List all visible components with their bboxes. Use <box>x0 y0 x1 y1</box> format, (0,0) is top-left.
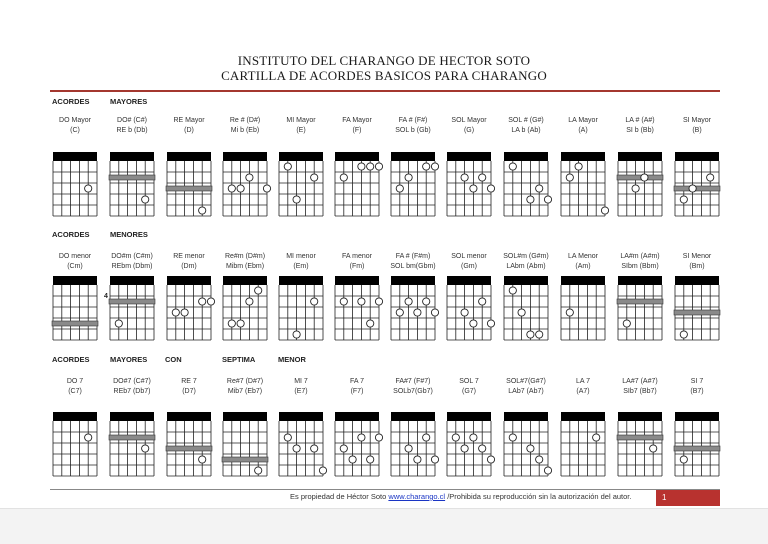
chord-name: FA Mayor <box>342 117 372 124</box>
chord-alt-name: (B) <box>692 127 702 134</box>
chord-diagram <box>45 274 105 342</box>
section-label: MENOR <box>278 355 306 364</box>
barre-bar <box>674 186 720 191</box>
finger-dot <box>431 309 438 316</box>
chord-name: LA Menor <box>568 253 598 260</box>
chord-diagram <box>215 150 275 218</box>
finger-dot <box>423 434 430 441</box>
viewer-bottom-strip <box>0 508 768 544</box>
chord-nut <box>223 276 267 285</box>
finger-dot <box>237 320 244 327</box>
chord-alt-name: (Bm) <box>689 263 705 270</box>
chord-diagram <box>271 410 331 478</box>
chord-alt-name: LAbm (Abm) <box>506 263 546 270</box>
chord-nut <box>618 276 662 285</box>
chord-diagram <box>271 150 331 218</box>
finger-dot <box>375 163 382 170</box>
chord-name: RE 7 <box>181 378 197 385</box>
finger-dot <box>680 331 687 338</box>
chord-name: FA # (F#) <box>398 117 428 124</box>
chord-diagram <box>667 410 727 478</box>
chord-diagram <box>327 150 387 218</box>
section-label: ACORDES <box>52 97 90 106</box>
chord-name: DO#7 (C#7) <box>113 378 151 385</box>
chord-diagram <box>215 410 275 478</box>
chord-nut <box>110 276 154 285</box>
chord-name: DO# (C#) <box>117 117 147 124</box>
finger-dot <box>566 174 573 181</box>
chord-alt-name: (A) <box>578 127 588 134</box>
finger-dot <box>527 445 534 452</box>
finger-dot <box>461 174 468 181</box>
chord-alt-name: (Gm) <box>461 263 477 270</box>
finger-dot <box>237 185 244 192</box>
chord-diagram <box>553 410 613 478</box>
chord-name: RE Mayor <box>173 117 205 124</box>
finger-dot <box>349 456 356 463</box>
footer-copyright <box>290 492 631 501</box>
chord-name: DO#m (C#m) <box>111 253 153 260</box>
chord-name: SI Menor <box>682 253 712 260</box>
finger-dot <box>340 298 347 305</box>
chord-diagram <box>102 274 162 342</box>
chord-alt-name: (F) <box>352 127 362 134</box>
chord-name: SOL Mayor <box>451 117 487 124</box>
section-label: ACORDES <box>52 230 90 239</box>
chord-name: SOL 7 <box>459 378 479 385</box>
finger-dot <box>284 163 291 170</box>
chord-name: RE menor <box>173 253 205 260</box>
chord-label <box>662 116 732 136</box>
chord-alt-name: Mi b (Eb) <box>230 127 260 134</box>
section-label: MAYORES <box>110 97 148 106</box>
chord-nut <box>53 276 97 285</box>
footer-divider <box>50 489 720 490</box>
title-divider <box>50 90 720 92</box>
chord-alt-name: (Em) <box>293 263 309 270</box>
chord-diagram <box>439 410 499 478</box>
chord-diagram <box>496 274 556 342</box>
barre-bar <box>109 175 155 180</box>
finger-dot <box>423 163 430 170</box>
chord-name: LA # (A#) <box>625 117 655 124</box>
finger-dot <box>358 298 365 305</box>
chord-nut <box>279 276 323 285</box>
barre-bar <box>674 310 720 315</box>
chord-nut <box>618 152 662 161</box>
chord-diagram <box>383 274 443 342</box>
chord-nut <box>167 412 211 421</box>
chord-name: Re#m (D#m) <box>224 253 266 260</box>
chord-diagram <box>327 410 387 478</box>
chord-diagram <box>610 274 670 342</box>
section-label: CON <box>165 355 182 364</box>
finger-dot <box>536 331 543 338</box>
finger-dot <box>461 445 468 452</box>
chord-nut <box>223 412 267 421</box>
chord-alt-name: REbm (Dbm) <box>111 263 153 270</box>
chord-nut <box>167 152 211 161</box>
barre-bar <box>617 175 663 180</box>
finger-dot <box>311 174 318 181</box>
chord-nut <box>618 412 662 421</box>
finger-dot <box>405 445 412 452</box>
chord-alt-name: SI b (Bb) <box>626 127 654 134</box>
chord-nut <box>335 412 379 421</box>
finger-dot <box>575 163 582 170</box>
chord-name: Re#7 (D#7) <box>226 378 264 385</box>
chord-diagram <box>610 410 670 478</box>
chord-diagram <box>383 150 443 218</box>
finger-dot <box>544 467 551 474</box>
finger-dot <box>340 445 347 452</box>
finger-dot <box>396 185 403 192</box>
chord-name: DO 7 <box>66 378 84 385</box>
fret-number: 4 <box>104 293 108 300</box>
finger-dot <box>509 434 516 441</box>
finger-dot <box>509 287 516 294</box>
finger-dot <box>228 185 235 192</box>
chord-diagram <box>159 410 219 478</box>
chord-name: LA#7 (A#7) <box>622 378 658 385</box>
chord-nut <box>53 412 97 421</box>
finger-dot <box>452 434 459 441</box>
chord-alt-name: (G7) <box>462 388 476 395</box>
chord-nut <box>279 412 323 421</box>
chord-alt-name: (B7) <box>690 388 704 395</box>
chord-diagram <box>271 274 331 342</box>
chord-nut <box>391 276 435 285</box>
finger-dot <box>181 309 188 316</box>
chord-name: SOL#m (G#m) <box>503 253 549 260</box>
chord-nut <box>561 276 605 285</box>
finger-dot <box>367 456 374 463</box>
chord-nut <box>447 276 491 285</box>
finger-dot <box>431 456 438 463</box>
chord-name: MI menor <box>286 253 316 260</box>
chord-name: SOL menor <box>451 253 487 260</box>
chord-label <box>662 377 732 397</box>
finger-dot <box>172 309 179 316</box>
chord-diagram <box>383 410 443 478</box>
chord-diagram <box>439 274 499 342</box>
chord-name: FA # (F#m) <box>395 253 431 260</box>
chord-alt-name: REb7 (Db7) <box>113 388 151 395</box>
finger-dot <box>311 298 318 305</box>
chord-nut <box>335 152 379 161</box>
chord-nut <box>504 412 548 421</box>
finger-dot <box>431 163 438 170</box>
finger-dot <box>423 298 430 305</box>
finger-dot <box>375 298 382 305</box>
chord-nut <box>391 152 435 161</box>
finger-dot <box>414 456 421 463</box>
finger-dot <box>527 331 534 338</box>
footer-suffix: /Prohibida su reproducción sin la autorización del autor. <box>445 492 632 501</box>
barre-bar <box>222 457 268 462</box>
chord-alt-name: LA b (Ab) <box>511 127 541 134</box>
chord-alt-name: (C) <box>70 127 80 134</box>
chord-nut <box>167 276 211 285</box>
chord-alt-name: (C7) <box>68 388 82 395</box>
chord-alt-name: SIbm (Bbm) <box>621 263 659 270</box>
chord-alt-name: (Fm) <box>349 263 365 270</box>
chord-name: MI 7 <box>294 378 308 385</box>
finger-dot <box>470 434 477 441</box>
chord-diagram <box>102 410 162 478</box>
chord-name: SI 7 <box>690 378 704 385</box>
finger-dot <box>311 445 318 452</box>
chord-alt-name: Mibm (Ebm) <box>225 263 265 270</box>
section-label: MENORES <box>110 230 148 239</box>
barre-bar <box>617 299 663 304</box>
finger-dot <box>367 163 374 170</box>
chord-nut <box>335 276 379 285</box>
chord-alt-name: (D7) <box>182 388 196 395</box>
chord-name: LA 7 <box>575 378 590 385</box>
chord-nut <box>223 152 267 161</box>
chord-label <box>662 252 732 272</box>
barre-bar <box>674 446 720 451</box>
finger-dot <box>293 331 300 338</box>
finger-dot <box>479 298 486 305</box>
page-number-badge: 1 <box>656 490 720 506</box>
finger-dot <box>689 185 696 192</box>
chord-name: LA#m (A#m) <box>620 253 660 260</box>
chord-diagram <box>553 274 613 342</box>
finger-dot <box>358 163 365 170</box>
chord-diagram <box>439 150 499 218</box>
chord-nut <box>504 276 548 285</box>
chord-nut <box>504 152 548 161</box>
finger-dot <box>263 185 270 192</box>
finger-dot <box>623 320 630 327</box>
finger-dot <box>367 320 374 327</box>
finger-dot <box>470 185 477 192</box>
chord-alt-name: (Dm) <box>181 263 197 270</box>
finger-dot <box>487 185 494 192</box>
finger-dot <box>536 456 543 463</box>
chord-alt-name: (Am) <box>575 263 591 270</box>
finger-dot <box>255 467 262 474</box>
finger-dot <box>199 456 206 463</box>
chord-nut <box>675 152 719 161</box>
chord-diagram <box>667 150 727 218</box>
page-subtitle: CARTILLA DE ACORDES BASICOS PARA CHARANGO <box>221 68 547 83</box>
chord-diagram <box>667 274 727 342</box>
barre-bar <box>109 435 155 440</box>
chord-nut <box>391 412 435 421</box>
chord-alt-name: SIb7 (Bb7) <box>623 388 657 395</box>
chord-alt-name: Mib7 (Eb7) <box>227 388 263 395</box>
finger-dot <box>601 207 608 214</box>
chord-diagram <box>496 410 556 478</box>
chord-diagram <box>553 150 613 218</box>
barre-bar <box>52 321 98 326</box>
chord-nut <box>53 152 97 161</box>
chord-alt-name: SOL b (Gb) <box>395 127 431 134</box>
finger-dot <box>518 309 525 316</box>
barre-bar <box>166 186 212 191</box>
finger-dot <box>487 320 494 327</box>
chord-alt-name: (A7) <box>576 388 590 395</box>
chord-alt-name: SOL bm(Gbm) <box>390 263 436 270</box>
footer-prefix: Es propiedad de Héctor Soto <box>290 492 389 501</box>
chord-nut <box>110 412 154 421</box>
finger-dot <box>707 174 714 181</box>
finger-dot <box>487 456 494 463</box>
finger-dot <box>246 298 253 305</box>
chord-name: SOL#7(G#7) <box>506 378 546 385</box>
finger-dot <box>199 207 206 214</box>
finger-dot <box>680 456 687 463</box>
finger-dot <box>255 287 262 294</box>
chord-alt-name: SOLb7(Gb7) <box>393 388 433 395</box>
finger-dot <box>593 434 600 441</box>
finger-dot <box>641 174 648 181</box>
chord-name: MI Mayor <box>286 117 316 124</box>
finger-dot <box>405 298 412 305</box>
chord-name: DO Mayor <box>59 117 91 124</box>
chord-diagram <box>159 274 219 342</box>
chord-name: FA#7 (F#7) <box>395 378 431 385</box>
chord-nut <box>675 276 719 285</box>
finger-dot <box>142 445 149 452</box>
finger-dot <box>470 320 477 327</box>
website-link[interactable]: www.charango.cl <box>388 492 446 501</box>
finger-dot <box>509 163 516 170</box>
page-title: INSTITUTO DEL CHARANGO DE HECTOR SOTO <box>237 53 531 68</box>
chord-alt-name: LAb7 (Ab7) <box>508 388 544 395</box>
chord-diagram <box>496 150 556 218</box>
finger-dot <box>228 320 235 327</box>
finger-dot <box>319 467 326 474</box>
finger-dot <box>284 434 291 441</box>
section-label: SEPTIMA <box>222 355 256 364</box>
finger-dot <box>536 185 543 192</box>
chord-nut <box>675 412 719 421</box>
chord-nut <box>447 152 491 161</box>
chord-alt-name: RE b (Db) <box>116 127 148 134</box>
finger-dot <box>479 445 486 452</box>
finger-dot <box>85 185 92 192</box>
chord-name: FA 7 <box>349 378 364 385</box>
chord-name: SI Mayor <box>682 117 711 124</box>
finger-dot <box>479 174 486 181</box>
chord-name: LA Mayor <box>568 117 598 124</box>
finger-dot <box>142 196 149 203</box>
finger-dot <box>293 196 300 203</box>
finger-dot <box>340 174 347 181</box>
finger-dot <box>396 309 403 316</box>
finger-dot <box>632 185 639 192</box>
chord-alt-name: (E) <box>296 127 306 134</box>
finger-dot <box>246 174 253 181</box>
chord-nut <box>561 152 605 161</box>
chord-nut <box>561 412 605 421</box>
finger-dot <box>527 196 534 203</box>
chord-diagram <box>45 150 105 218</box>
chord-diagram <box>327 274 387 342</box>
chord-alt-name: (G) <box>463 127 475 134</box>
finger-dot <box>566 309 573 316</box>
chord-alt-name: (F7) <box>350 388 364 395</box>
finger-dot <box>358 434 365 441</box>
finger-dot <box>680 196 687 203</box>
finger-dot <box>544 196 551 203</box>
finger-dot <box>650 445 657 452</box>
finger-dot <box>293 445 300 452</box>
chord-nut <box>110 152 154 161</box>
finger-dot <box>207 298 214 305</box>
finger-dot <box>375 434 382 441</box>
chord-name: DO menor <box>58 253 92 260</box>
chord-diagram <box>610 150 670 218</box>
chord-name: Re # (D#) <box>229 117 261 124</box>
finger-dot <box>85 434 92 441</box>
finger-dot <box>199 298 206 305</box>
chord-name: FA menor <box>342 253 372 260</box>
barre-bar <box>109 299 155 304</box>
finger-dot <box>461 309 468 316</box>
chord-alt-name: (D) <box>184 127 194 134</box>
chord-diagram <box>215 274 275 342</box>
chord-alt-name: (Cm) <box>67 263 83 270</box>
chord-name: SOL # (G#) <box>508 117 544 124</box>
barre-bar <box>166 446 212 451</box>
section-label: MAYORES <box>110 355 148 364</box>
barre-bar <box>617 435 663 440</box>
chord-nut <box>279 152 323 161</box>
chord-nut <box>447 412 491 421</box>
section-label: ACORDES <box>52 355 90 364</box>
chord-diagram <box>45 410 105 478</box>
chord-alt-name: (E7) <box>294 388 308 395</box>
chord-diagram <box>159 150 219 218</box>
finger-dot <box>405 174 412 181</box>
chord-diagram <box>102 150 162 218</box>
finger-dot <box>115 320 122 327</box>
finger-dot <box>414 309 421 316</box>
